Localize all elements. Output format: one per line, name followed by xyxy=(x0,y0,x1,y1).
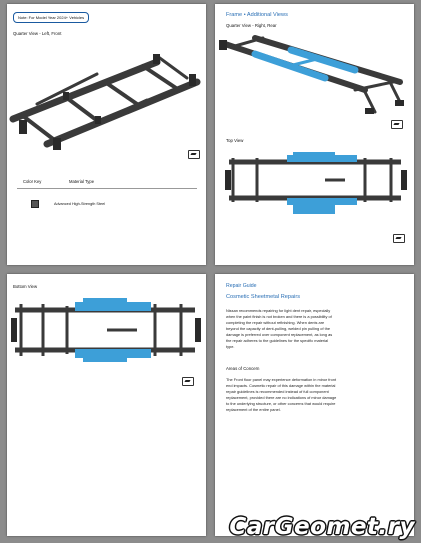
page-3 xyxy=(7,274,206,536)
section-repair-guide: Repair Guide xyxy=(226,283,257,289)
page-2 xyxy=(215,4,414,265)
table-header-material-type: Material Type xyxy=(69,179,95,184)
camera-icon[interactable] xyxy=(182,377,194,386)
color-swatch xyxy=(31,200,39,208)
view-title-quarter-right-rear: Quarter View - Right, Rear xyxy=(226,23,277,28)
page-4 xyxy=(215,274,414,536)
breadcrumb: Frame • Additional Views xyxy=(226,12,288,18)
view-title-quarter-left-front: Quarter View - Left, Front xyxy=(13,31,62,36)
table-row-material: Advanced High-Strength Steel xyxy=(54,202,106,206)
watermark-logo: CarGeomet.ry xyxy=(229,514,415,540)
camera-icon[interactable] xyxy=(188,150,200,159)
areas-of-concern-heading: Areas of Concern xyxy=(226,366,260,371)
camera-icon[interactable] xyxy=(391,120,403,129)
paragraph-2: The Front floor panel may experience deformation in minor front end impacts. Cosmetic repair of this damage within the material repair guidelines is recommended instead of full component replacement, provided there are no indications of minor damage to the underlying structure, or other concerns that would require replacement of the entire panel. xyxy=(226,377,337,412)
frame-quarter-view-image xyxy=(7,34,206,154)
view-title-bottom: Bottom View xyxy=(13,284,38,289)
frame-bottom-view-image xyxy=(7,294,206,374)
model-year-note: Note: For Model Year 2024+ Vehicles xyxy=(13,12,89,23)
frame-rear-quarter-image xyxy=(215,30,414,125)
page-1 xyxy=(7,4,206,265)
table-divider xyxy=(17,188,197,189)
paragraph-1: Nissan recommends repairing for light dent repair, especially when the paint finish is not broken and there is a possibility of completing the repair without refinishing. When dents are beyond the capacity of dent-pulling, welded pin pulling of the damage is preferred over component replacement, as long as the repair adheres to the guidelines for the specific material type. xyxy=(226,308,333,349)
view-title-top: Top View xyxy=(226,138,244,143)
camera-icon[interactable] xyxy=(393,234,405,243)
table-header-color-key: Color Key xyxy=(23,179,42,184)
frame-top-view-image xyxy=(215,152,414,232)
page-title: Cosmetic Sheetmetal Repairs xyxy=(226,294,300,300)
